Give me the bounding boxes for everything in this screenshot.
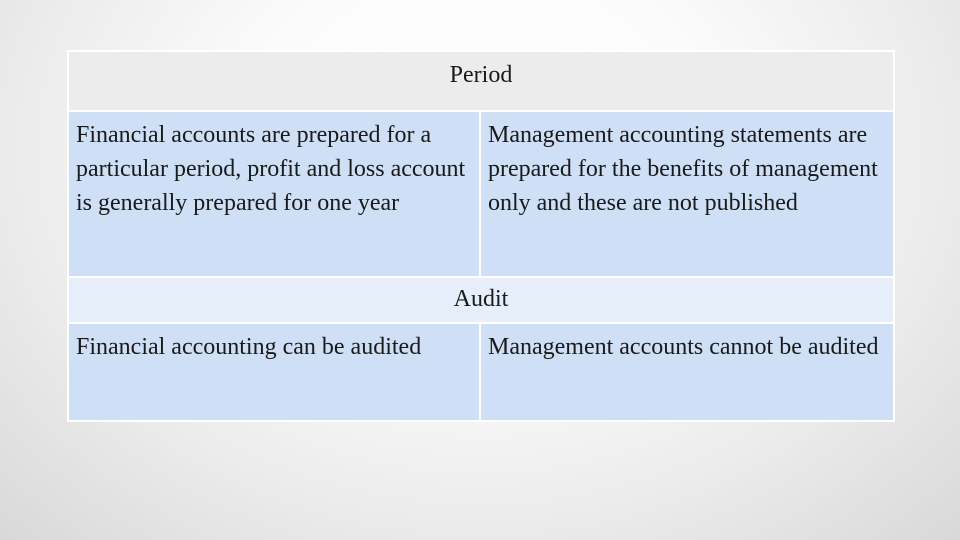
- financial-cell-period: Financial accounts are prepared for a particular period, profit and loss account is generally prepared for one year: [68, 111, 480, 277]
- management-cell-audit: Management accounts cannot be audited: [480, 323, 894, 421]
- table-row-audit: [68, 323, 894, 421]
- comparison-table: [67, 50, 895, 422]
- section-heading-period: Period: [68, 51, 894, 111]
- financial-cell-audit: Financial accounting can be audited: [68, 323, 480, 421]
- management-cell-period: Management accounting statements are prepared for the benefits of management only and these are not published: [480, 111, 894, 277]
- section-heading-row-period: [68, 51, 894, 111]
- section-heading-row-audit: [68, 277, 894, 323]
- table-row-period: [68, 111, 894, 277]
- section-heading-audit: Audit: [68, 277, 894, 323]
